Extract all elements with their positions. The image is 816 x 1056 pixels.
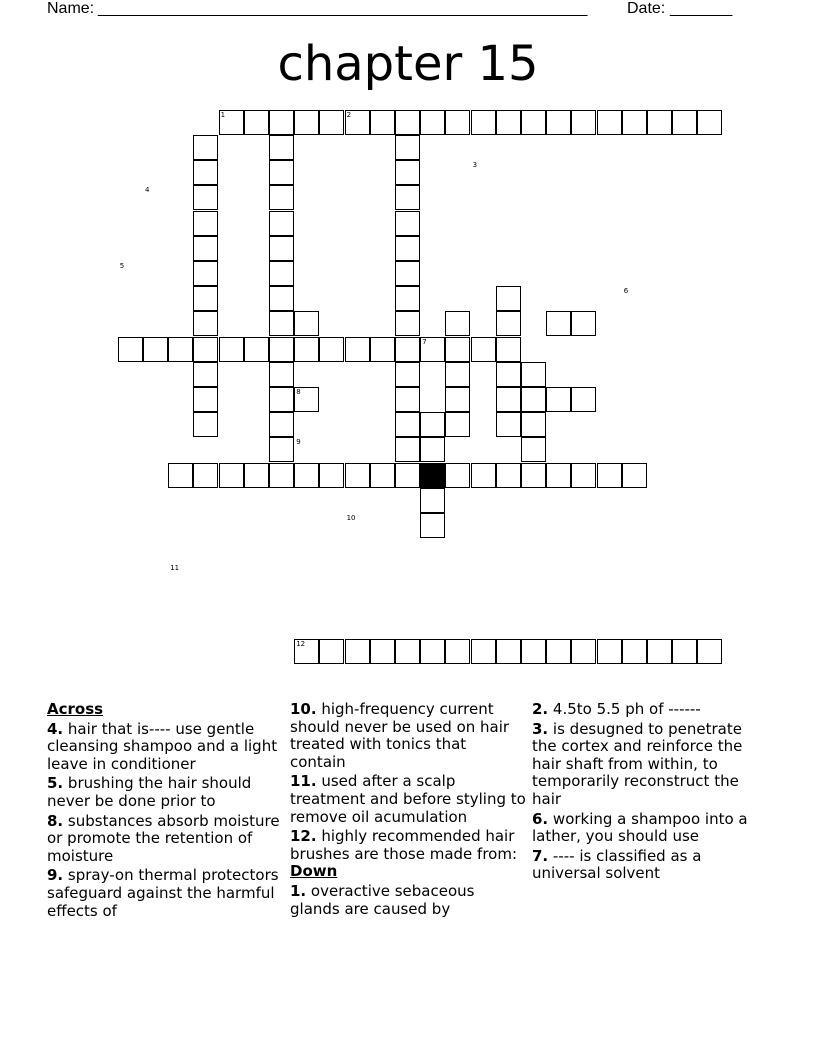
grid-cell[interactable] [521,437,546,462]
clue-column-1 [47,701,283,920]
grid-cell[interactable] [697,110,722,135]
grid-cell[interactable] [193,463,218,488]
name-field[interactable]: _______________________________________________________ [98,0,588,17]
grid-cell[interactable] [193,362,218,387]
grid-cell[interactable] [647,639,672,664]
clue-across-10: 10. high-frequency current should never be used on hair treated with tonics that contain [290,700,510,771]
grid-cell[interactable] [420,437,445,462]
grid-cell[interactable] [445,639,470,664]
clue-across-12: 12. highly recommended hair brushes are those made from: [290,827,518,863]
grid-cell[interactable] [319,639,344,664]
grid-cell[interactable] [370,337,395,362]
clue-column-2 [290,701,526,918]
grid-cell[interactable] [395,135,420,160]
grid-cell[interactable] [395,362,420,387]
page-title: chapter 15 [277,36,539,92]
clue-down-6: 6. working a shampoo into a lather, you should use [532,809,748,846]
grid-cell[interactable] [319,463,344,488]
grid-cell[interactable] [345,639,370,664]
grid-cell[interactable] [496,337,521,362]
grid-cell[interactable] [269,160,294,185]
clue-down-2: 2. 4.5to 5.5 ph of ------ [532,700,701,718]
date-label: Date: [627,0,666,17]
grid-cell[interactable] [395,110,420,135]
grid-cell[interactable] [496,639,521,664]
grid-cell[interactable] [345,463,370,488]
grid-cell[interactable] [496,387,521,412]
blocked-cell [420,463,445,488]
grid-cell[interactable] [445,387,470,412]
grid-cell[interactable] [420,412,445,437]
grid-cell[interactable] [395,437,420,462]
grid-cell[interactable] [193,412,218,437]
grid-cell[interactable] [395,236,420,261]
grid-cell[interactable] [445,463,470,488]
grid-cell[interactable] [471,337,496,362]
grid-cell[interactable] [571,639,596,664]
grid-cell[interactable] [597,463,622,488]
grid-cell[interactable] [496,311,521,336]
grid-cell[interactable] [546,110,571,135]
down-heading: Down [290,862,338,881]
grid-cell[interactable] [219,463,244,488]
clue-down-7: 7. ---- is classified as a universal solvent [532,846,702,883]
grid-cell[interactable] [420,513,445,538]
grid-cell[interactable] [319,110,344,135]
cell-number-3: 3 [472,161,478,170]
grid-cell[interactable] [143,337,168,362]
clue-across-5: 5. brushing the hair should never be done prior to [47,774,252,810]
grid-cell[interactable] [269,387,294,412]
grid-cell[interactable] [269,463,294,488]
cell-number-4: 4 [145,186,150,195]
grid-cell[interactable] [445,337,470,362]
grid-cell[interactable] [294,110,319,135]
grid-cell[interactable] [118,337,143,362]
grid-cell[interactable] [496,110,521,135]
grid-cell[interactable] [571,463,596,488]
clue-across-8: 8. substances absorb moisture or promote the retention of moisture [47,811,280,865]
grid-cell[interactable] [496,362,521,387]
grid-cell[interactable] [697,639,722,664]
grid-cell[interactable] [294,337,319,362]
cell-number-10: 10 [346,514,356,522]
grid-cell[interactable] [269,412,294,437]
grid-cell[interactable] [269,261,294,286]
grid-cell[interactable] [193,337,218,362]
grid-cell[interactable] [395,639,420,664]
grid-cell[interactable] [193,286,218,311]
grid-cell[interactable] [597,110,622,135]
grid-cell[interactable] [395,412,420,437]
grid-cell[interactable] [571,110,596,135]
grid-cell[interactable] [471,639,496,664]
grid-cell[interactable] [496,412,521,437]
grid-cell[interactable] [420,639,445,664]
grid-cell[interactable] [521,110,546,135]
grid-cell[interactable] [471,463,496,488]
grid-cell[interactable] [395,337,420,362]
clue-down-1: 1. overactive sebaceous glands are caused by [290,881,475,918]
grid-cell[interactable] [395,185,420,210]
grid-cell[interactable] [571,311,596,336]
grid-cell[interactable] [269,286,294,311]
grid-cell[interactable] [471,110,496,135]
grid-cell[interactable] [445,110,470,135]
grid-cell[interactable] [672,110,697,135]
grid-cell[interactable] [168,463,193,488]
grid-cell[interactable] [370,463,395,488]
cell-number-12: 12 [296,640,306,648]
cell-number-11: 11 [170,564,180,573]
cell-number-9: 9 [296,438,301,447]
grid-cell[interactable] [672,639,697,664]
grid-cell[interactable] [193,236,218,261]
grid-cell[interactable] [269,135,294,160]
cell-number-5: 5 [119,262,125,270]
grid-cell[interactable] [521,387,546,412]
grid-cell[interactable] [193,211,218,236]
grid-cell[interactable] [269,337,294,362]
grid-cell[interactable] [244,110,269,135]
grid-cell[interactable] [193,135,218,160]
grid-cell[interactable] [319,337,344,362]
grid-cell[interactable] [622,110,647,135]
grid-cell[interactable] [294,463,319,488]
grid-cell[interactable] [521,639,546,664]
grid-cell[interactable] [395,311,420,336]
grid-cell[interactable] [395,211,420,236]
grid-cell[interactable] [345,337,370,362]
grid-cell[interactable] [597,639,622,664]
grid-cell[interactable] [521,412,546,437]
grid-cell[interactable] [445,311,470,336]
grid-cell[interactable] [622,463,647,488]
grid-cell[interactable] [269,362,294,387]
grid-cell[interactable] [546,387,571,412]
date-field[interactable]: _______ [670,0,733,17]
grid-cell[interactable] [269,211,294,236]
grid-cell[interactable] [395,160,420,185]
grid-cell[interactable] [244,337,269,362]
grid-cell[interactable] [521,463,546,488]
cell-number-1: 1 [220,110,226,119]
grid-cell[interactable] [219,337,244,362]
grid-cell[interactable] [269,311,294,336]
grid-cell[interactable] [193,261,218,286]
grid-cell[interactable] [395,261,420,286]
grid-cell[interactable] [647,110,672,135]
clue-down-3: 3. is desugned to penetrate the cortex and reinforce the hair shaft from within, to temporarily reconstruct the hair [532,719,743,808]
grid-cell[interactable] [546,463,571,488]
cell-number-8: 8 [296,388,301,396]
grid-cell[interactable] [445,362,470,387]
grid-cell[interactable] [622,639,647,664]
grid-cell[interactable] [395,387,420,412]
cell-number-6: 6 [623,287,629,296]
across-heading: Across [47,700,104,718]
grid-cell[interactable] [445,412,470,437]
clue-across-9: 9. spray-on thermal protectors safeguard against the harmful effects of [47,866,279,920]
grid-cell[interactable] [269,236,294,261]
grid-cell[interactable] [521,362,546,387]
grid-cell[interactable] [546,639,571,664]
grid-cell[interactable] [193,160,218,185]
grid-cell[interactable] [395,463,420,488]
grid-cell[interactable] [244,463,269,488]
grid-cell[interactable] [420,110,445,135]
grid-cell[interactable] [269,110,294,135]
grid-cell[interactable] [269,437,294,462]
grid-cell[interactable] [269,185,294,210]
clue-across-11: 11. used after a scalp treatment and before styling to remove oil acumulation [290,772,526,826]
grid-cell[interactable] [395,286,420,311]
grid-cell[interactable] [193,387,218,412]
cell-number-2: 2 [346,110,352,119]
name-label: Name: [47,0,95,17]
grid-cell[interactable] [168,337,193,362]
grid-cell[interactable] [370,110,395,135]
grid-cell[interactable] [420,488,445,513]
grid-cell[interactable] [193,311,218,336]
grid-cell[interactable] [294,311,319,336]
clue-column-3 [532,701,768,883]
cell-number-7: 7 [422,337,427,346]
grid-cell[interactable] [193,185,218,210]
grid-cell[interactable] [496,286,521,311]
clue-across-4: 4. hair that is---- use gentle cleansing shampoo and a light leave in conditioner [47,719,278,773]
grid-cell[interactable] [546,311,571,336]
grid-cell[interactable] [571,387,596,412]
grid-cell[interactable] [496,463,521,488]
grid-cell[interactable] [370,639,395,664]
